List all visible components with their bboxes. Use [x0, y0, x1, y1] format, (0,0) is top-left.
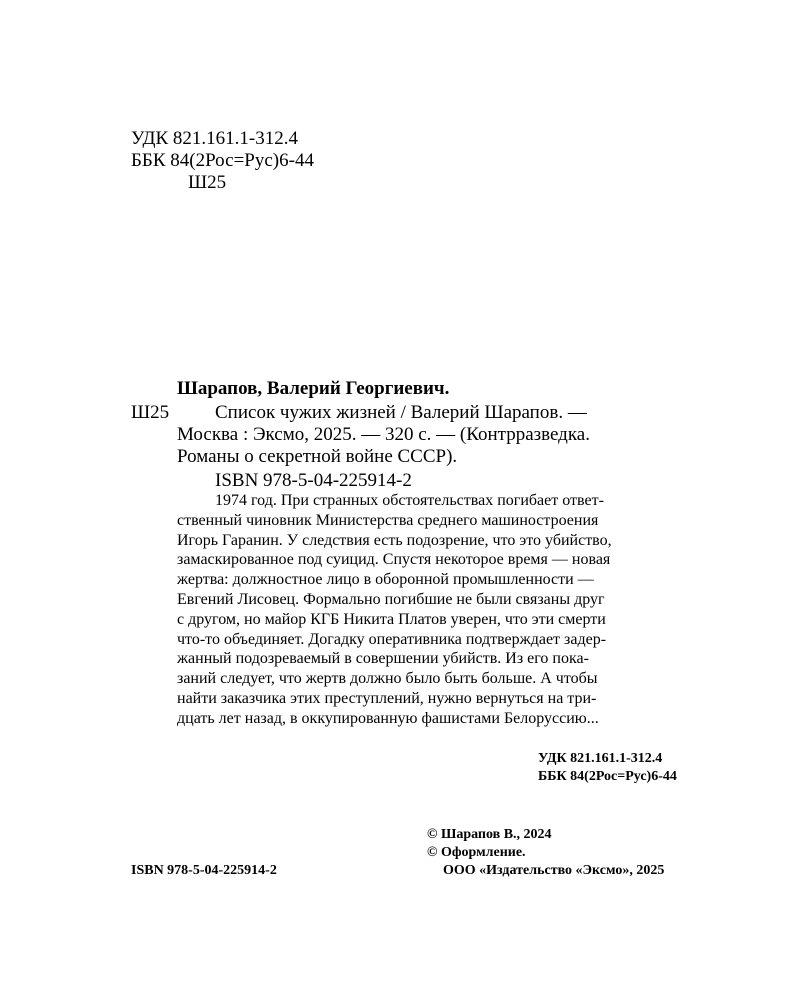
footer-isbn: ISBN 978-5-04-225914-2: [131, 863, 277, 878]
title-line-1: Список чужих жизней / Валерий Шарапов. —: [215, 402, 587, 423]
annotation-line: заний следует, что жертв должно было быть больше. А чтобы: [177, 670, 598, 688]
annotation-line: что-то объединяет. Догадку оперативника подтверждает задер-: [177, 630, 607, 648]
copyright-design: © Оформление.: [427, 845, 526, 860]
bottom-udk-code: УДК 821.161.1-312.4: [538, 751, 663, 766]
annotation-line: жанный подозреваемый в совершении убийств. Из его пока-: [177, 650, 589, 668]
author-mark-code: Ш25: [188, 172, 227, 193]
record-isbn: ISBN 978-5-04-225914-2: [215, 470, 412, 491]
annotation-line: жертва: должностное лицо в оборонной промышленности —: [177, 571, 594, 589]
title-line-3: Романы о секретной войне СССР).: [177, 446, 458, 467]
copyright-publisher: ООО «Издательство «Эксмо», 2025: [443, 863, 665, 878]
annotation-line: найти заказчика этих преступлений, нужно вернуться на три-: [177, 689, 597, 707]
annotation-line: замаскированное под суицид. Спустя некоторое время — новая: [177, 551, 611, 569]
copyright-author: © Шарапов В., 2024: [427, 827, 552, 842]
annotation-line: 1974 год. При странных обстоятельствах погибает ответ-: [215, 492, 604, 509]
annotation-line: с другом, но майор КГБ Никита Платов уверен, что эти смерти: [177, 610, 606, 628]
annotation-line: дцать лет назад, в оккупированную фашистами Белоруссию...: [177, 709, 599, 727]
annotation: [177, 491, 717, 729]
record-author-mark: Ш25: [131, 402, 170, 423]
annotation-line: ственный чиновник Министерства среднего машиностроения: [177, 511, 599, 529]
annotation-line: Игорь Гаранин. У следствия есть подозрение, что это убийство,: [177, 531, 612, 549]
bottom-bbk-code: ББК 84(2Рос=Рус)6-44: [538, 769, 677, 784]
bbk-code: ББК 84(2Рос=Рус)6-44: [131, 150, 314, 171]
title-line-2: Москва : Эксмо, 2025. — 320 с. — (Контрразведка.: [177, 424, 590, 445]
udk-code: УДК 821.161.1-312.4: [131, 128, 298, 149]
annotation-line: Евгений Лисовец. Формально погибшие не были связаны друг: [177, 590, 605, 608]
author-heading: Шарапов, Валерий Георгиевич.: [177, 378, 450, 399]
